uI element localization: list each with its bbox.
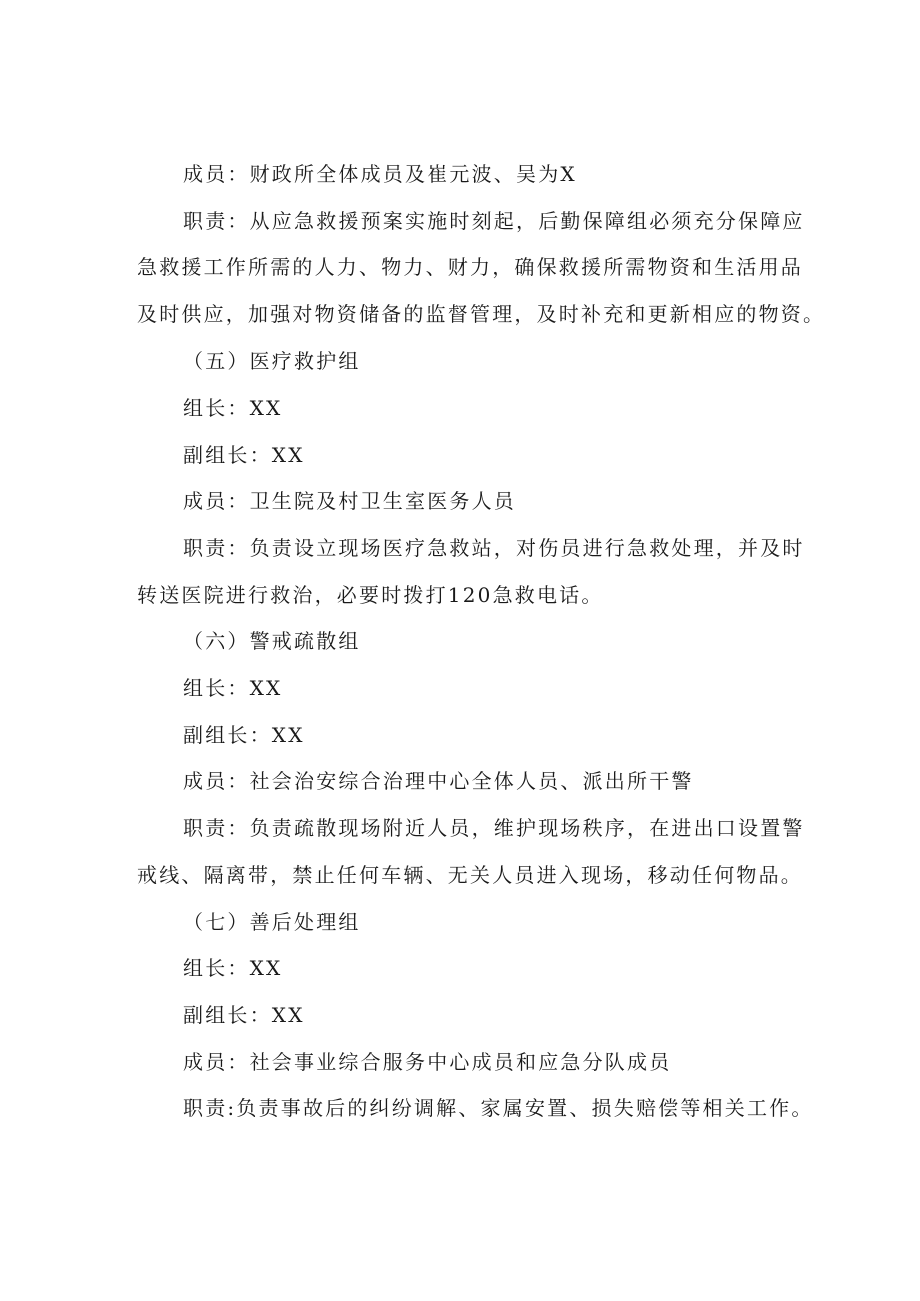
duty-medical-line-2: 转送医院进行救治，必要时拨打120急救电话。: [137, 583, 604, 607]
section-heading-evacuation: （六）警戒疏散组: [183, 629, 361, 653]
members-medical-line: 成员：卫生院及村卫生室医务人员: [183, 489, 516, 513]
deputy-leader-evacuation-line: 副组长：XX: [183, 723, 305, 747]
members-finance-line: 成员：财政所全体成员及崔元波、吴为X: [183, 162, 577, 186]
section-heading-medical: （五）医疗救护组: [183, 349, 361, 373]
duty-aftermath-line: 职责:负责事故后的纠纷调解、家属安置、损失赔偿等相关工作。: [183, 1096, 814, 1120]
members-evacuation-line: 成员：社会治安综合治理中心全体人员、派出所干警: [183, 769, 694, 793]
deputy-leader-medical-line: 副组长：XX: [183, 443, 305, 467]
leader-evacuation-line: 组长：XX: [183, 676, 283, 700]
duty-logistics-line-2: 急救援工作所需的人力、物力、财力，确保救援所需物资和生活用品: [137, 255, 803, 279]
members-aftermath-line: 成员：社会事业综合服务中心成员和应急分队成员: [183, 1050, 672, 1074]
deputy-leader-aftermath-line: 副组长：XX: [183, 1003, 305, 1027]
leader-medical-line: 组长：XX: [183, 396, 283, 420]
duty-logistics-line-1: 职责：从应急救援预案实施时刻起，后勤保障组必须充分保障应: [183, 209, 805, 233]
duty-evacuation-line-2: 戒线、隔离带，禁止任何车辆、无关人员进入现场，移动任何物品。: [137, 863, 803, 887]
duty-logistics-line-3: 及时供应，加强对物资储备的监督管理，及时补充和更新相应的物资。: [137, 302, 826, 326]
leader-aftermath-line: 组长：XX: [183, 956, 283, 980]
duty-medical-line-1: 职责：负责设立现场医疗急救站，对伤员进行急救处理，并及时: [183, 536, 805, 560]
section-heading-aftermath: （七）善后处理组: [183, 910, 361, 934]
duty-evacuation-line-1: 职责：负责疏散现场附近人员，维护现场秩序，在进出口设置警: [183, 816, 805, 840]
